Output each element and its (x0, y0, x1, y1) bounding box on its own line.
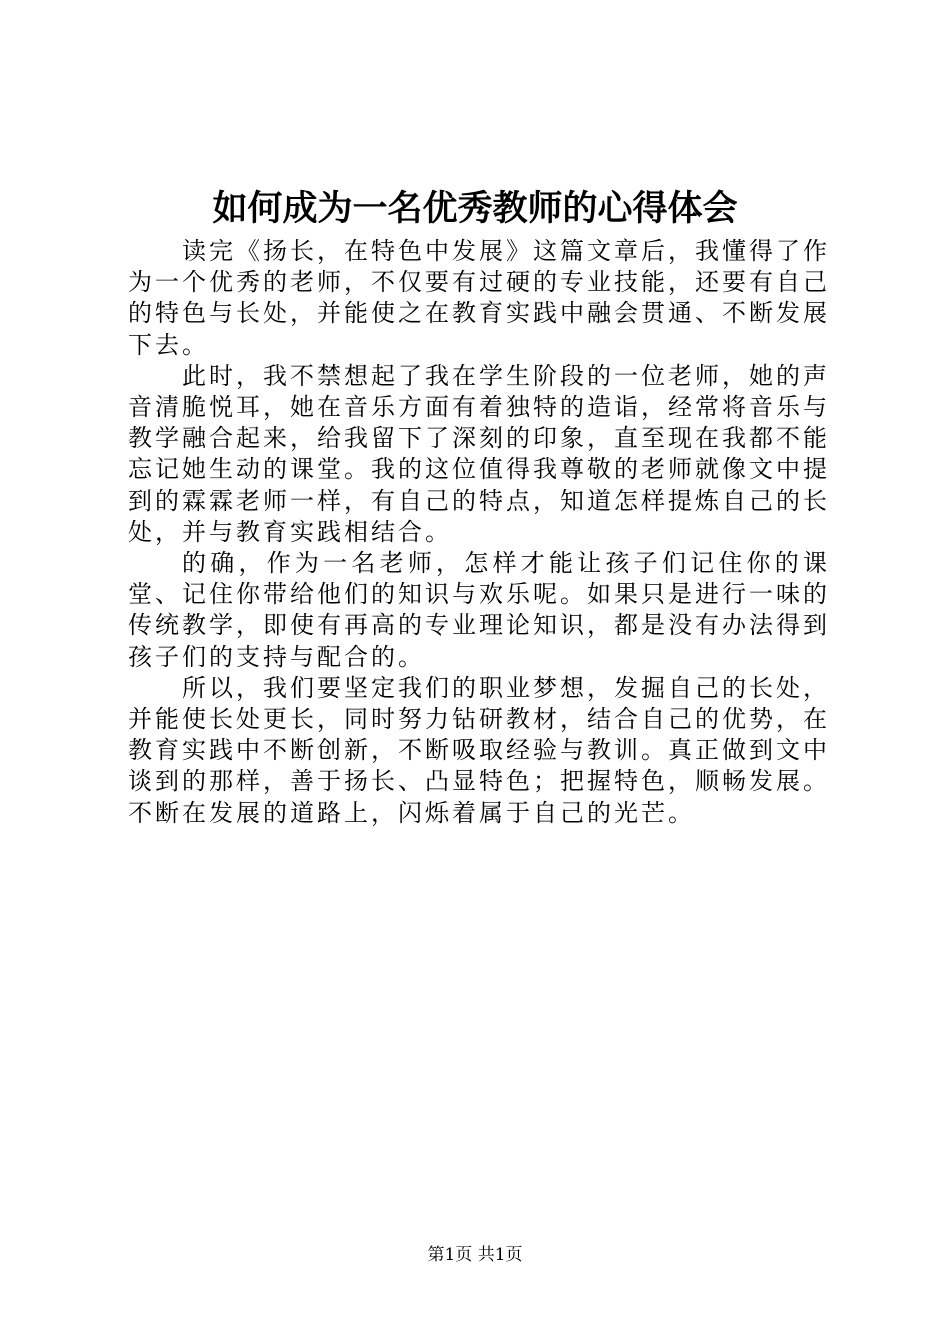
paragraph-3: 的确，作为一名老师，怎样才能让孩子们记住你的课堂、记住你带给他们的知识与欢乐呢。如果只是进行一味的传统教学，即使有再高的专业理论知识，都是没有办法得到孩子们的支持与配合的。 (128, 549, 830, 671)
paragraph-2: 此时，我不禁想起了我在学生阶段的一位老师，她的声音清脆悦耳，她在音乐方面有着独特的造诣，经常将音乐与教学融合起来，给我留下了深刻的印象，直至现在我都不能忘记她生动的课堂。我的这位值得我尊敬的老师就像文中提到的霖霖老师一样，有自己的特点，知道怎样提炼自己的长处，并与教育实践相结合。 (128, 361, 830, 546)
page-footer: 第1页 共1页 (427, 1245, 523, 1265)
document-title: 如何成为一名优秀教师的心得体会 (212, 188, 738, 229)
paragraph-4: 所以，我们要坚定我们的职业梦想，发掘自己的长处，并能使长处更长，同时努力钻研教材，结合自己的优势，在教育实践中不断创新，不断吸取经验与教训。真正做到文中谈到的那样，善于扬长、凸显特色；把握特色，顺畅发展。不断在发展的道路上，闪烁着属于自己的光芒。 (128, 673, 830, 827)
paragraph-1: 读完《扬长，在特色中发展》这篇文章后，我懂得了作为一个优秀的老师，不仅要有过硬的专业技能，还要有自己的特色与长处，并能使之在教育实践中融会贯通、不断发展下去。 (128, 237, 830, 359)
document-body (128, 236, 830, 829)
